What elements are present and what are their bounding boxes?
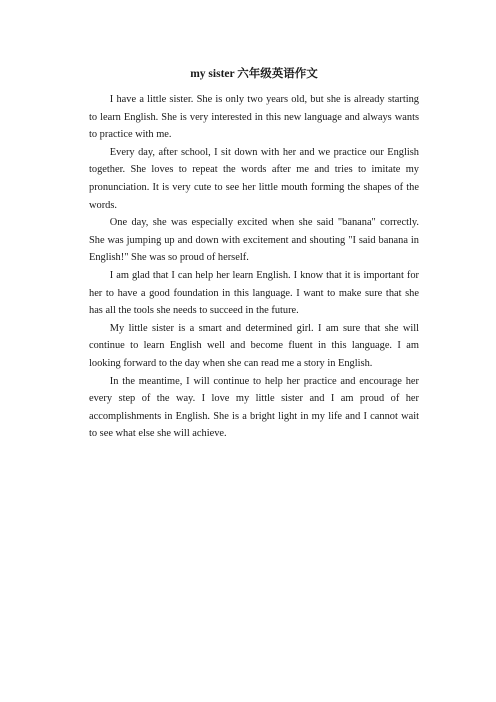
paragraph: I have a little sister. She is only two years old, but she is already starting to learn English. She is very interested in this new language and always wants to practice with me. bbox=[89, 94, 419, 141]
paragraph: Every day, after school, I sit down with her and we practice our English together. She loves to repeat the words after me and tries to imitate my pronunciation. It is very cute to see her little mouth forming the shapes of the words. bbox=[89, 146, 419, 211]
document-body bbox=[89, 66, 419, 443]
paragraph: My little sister is a smart and determined girl. I am sure that she will continue to learn English well and become fluent in this language. I am looking forward to the day when she can read me a story in English. bbox=[89, 322, 419, 369]
document-title: my sister 六年级英语作文 bbox=[190, 68, 318, 80]
paragraph: One day, she was especially excited when she said "banana" correctly. She was jumping up and down with excitement and shouting "I said banana in English!" She was so proud of herself. bbox=[89, 217, 419, 264]
paragraph: In the meantime, I will continue to help her practice and encourage her every step of the way. I love my little sister and I am proud of her accomplishments in English. She is a bright light in my life and I cannot wait to see what else she will achieve. bbox=[89, 375, 419, 440]
paragraph: I am glad that I can help her learn English. I know that it is important for her to have a good foundation in this language. I want to make sure that she has all the tools she needs to succeed in the future. bbox=[89, 269, 419, 317]
